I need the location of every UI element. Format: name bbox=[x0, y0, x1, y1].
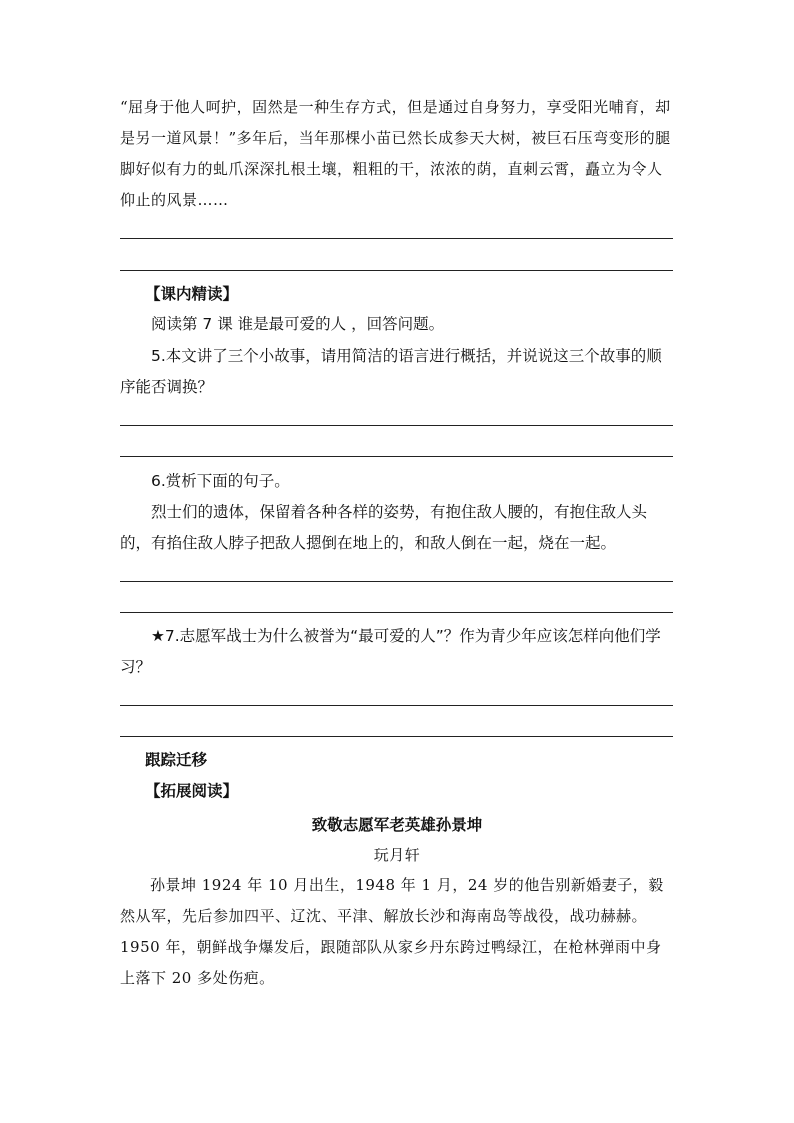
answer-line bbox=[120, 238, 673, 239]
article-title: 致敬志愿军老英雄孙景坤 bbox=[311, 816, 483, 834]
section-heading-follow: 跟踪迁移 bbox=[145, 751, 208, 769]
intro-excerpt: “屈身于他人呵护，固然是一种生存方式，但是通过自身努力，享受阳光哺育，却是另一道风景！”多年后，当年那棵小苗已然长成参天大树，被巨石压弯变形的腿脚好似有力的虬爪深深扎根土壤，粗粗的干，浓浓的荫，直刺云霄，矗立为令人仰止的风景…… bbox=[120, 98, 671, 209]
section-subheading-extended-reading: 【拓展阅读】 bbox=[145, 782, 239, 800]
article-body: 孙景坤 1924 年 10 月出生，1948 年 1 月，24 岁的他告别新婚妻子，毅然从军，先后参加四平、辽沈、平津、解放长沙和海南岛等战役，战功赫赫。1950 年，朝鲜战争爆发后，跟随部队从家乡丹东跨过鸭绿江，在枪林弹雨中身上落下 20 多处伤疤。 bbox=[120, 876, 664, 987]
question-6-title: 6.赏析下面的句子。 bbox=[151, 472, 290, 490]
article-author: 玩月轩 bbox=[373, 846, 421, 864]
reading-instruction: 阅读第 7 课 谁是最可爱的人 ，回答问题。 bbox=[151, 315, 445, 333]
answer-line bbox=[120, 736, 673, 737]
answer-line bbox=[120, 425, 673, 426]
question-6-sentence: 烈士们的遗体，保留着各种各样的姿势，有抱住敌人腰的，有抱住敌人头的，有掐住敌人脖子把敌人摁倒在地上的，和敌人倒在一起，烧在一起。 bbox=[120, 503, 648, 552]
answer-line bbox=[120, 612, 673, 613]
answer-line bbox=[120, 270, 673, 271]
answer-line bbox=[120, 581, 673, 582]
answer-line bbox=[120, 705, 673, 706]
answer-line bbox=[120, 456, 673, 457]
question-5: 5.本文讲了三个小故事，请用简洁的语言进行概括，并说说这三个故事的顺序能否调换？ bbox=[120, 347, 662, 396]
question-7: ★7.志愿军战士为什么被誉为“最可爱的人”？作为青少年应该怎样向他们学习？ bbox=[120, 627, 661, 676]
section-heading-in-class: 【课内精读】 bbox=[145, 285, 239, 303]
